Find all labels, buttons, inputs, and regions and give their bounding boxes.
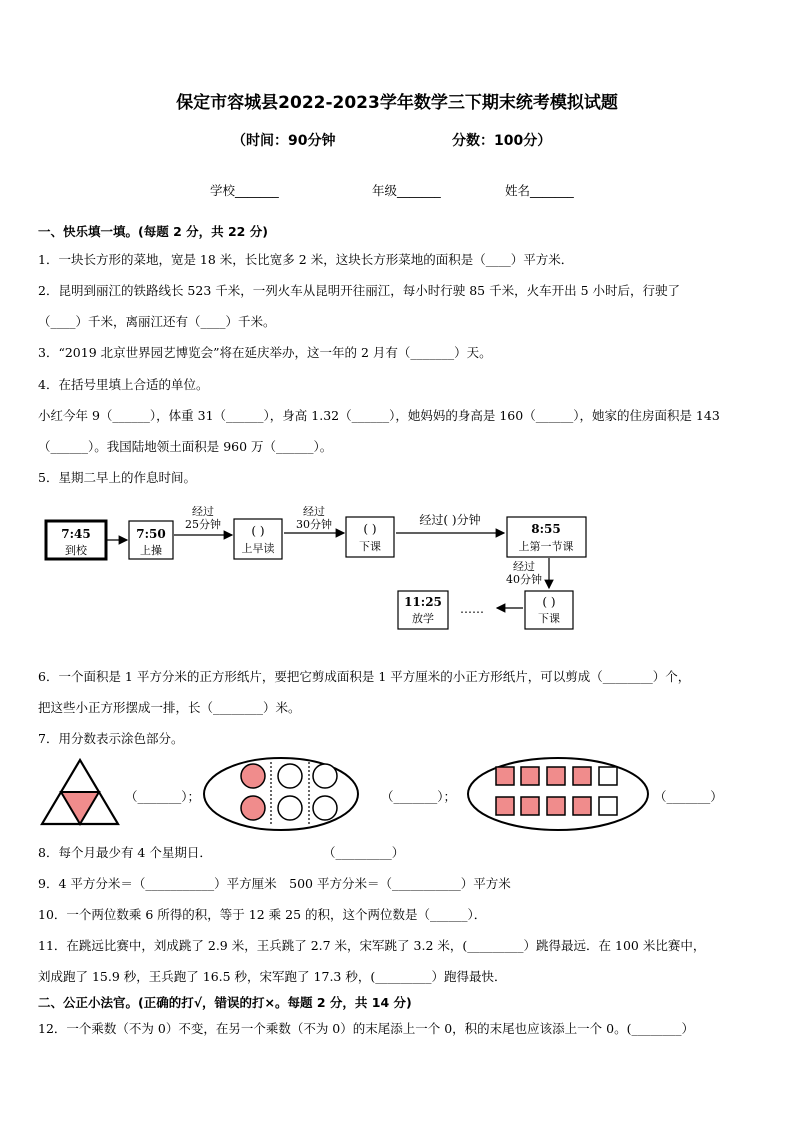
triangle-figure — [42, 760, 118, 824]
question-7: 7．用分数表示涂色部分。 — [38, 731, 184, 746]
box-reading-time: ( ) — [251, 524, 265, 538]
box-dismiss-time: 11:25 — [404, 595, 442, 609]
answer-blank-q8[interactable]: （_________） — [323, 845, 405, 860]
question-1: 1．一块长方形的菜地，宽是 18 米，长比宽多 2 米，这块长方形菜地的面积是（____）平方米． — [38, 252, 574, 267]
box-reading — [234, 519, 282, 559]
arrow-4-label-top: 经过 — [513, 560, 535, 573]
box-dismiss — [398, 591, 448, 629]
section-2-heading: 二、公正小法官。(正确的打√，错误的打×。每题 2 分，共 14 分) — [38, 995, 412, 1010]
box-arrive-label: 到校 — [65, 544, 87, 557]
exam-score: 分数：100分） — [452, 133, 552, 149]
grade-field[interactable]: 年级_______ — [372, 183, 441, 198]
exam-time: （时间：90分钟 — [232, 133, 336, 149]
arrow-3-label: 经过( )分钟 — [419, 513, 481, 527]
school-field[interactable]: 学校_______ — [210, 183, 279, 198]
question-11-line-2: 刘成跑了 15.9 秒，王兵跑了 16.5 秒，宋军跑了 17.3 秒，(_________）跑得最快． — [38, 969, 507, 984]
box-class-end-1-time: ( ) — [363, 522, 377, 536]
box-arrive — [46, 521, 106, 559]
ellipse-circles-figure — [204, 758, 358, 830]
page-title: 保定市容城县2022-2023学年数学三下期末统考模拟试题 — [176, 93, 618, 113]
question-11-line-1: 11．在跳远比赛中，刘成跳了 2.9 米，王兵跳了 2.7 米，宋军跳了 3.2 米，(_________）跳得最远．在 100 米比赛中， — [38, 938, 706, 953]
box-class-end-2-time: ( ) — [542, 595, 556, 609]
answer-blank-squares[interactable]: （_______） — [654, 789, 723, 804]
box-class-end-1 — [346, 517, 394, 557]
box-first-class-label: 上第一节课 — [518, 540, 574, 553]
box-arrive-time: 7:45 — [61, 527, 91, 541]
question-2-line-2: （____）千米，离丽江还有（____）千米。 — [38, 314, 276, 329]
box-dismiss-label: 放学 — [412, 612, 434, 625]
arrow-1-label-bottom: 25分钟 — [185, 518, 221, 531]
question-2-line-1: 2．昆明到丽江的铁路线长 523 千米，一列火车从昆明开往丽江，每小时行驶 85 千米，火车开出 5 小时后，行驶了 — [38, 283, 681, 298]
box-first-class-time: 8:55 — [531, 522, 561, 536]
answer-blank-triangle[interactable]: （_______）； — [125, 789, 201, 804]
box-first-class — [507, 517, 586, 557]
question-12: 12．一个乘数（不为 0）不变，在另一个乘数（不为 0）的末尾添上一个 0，积的末尾也应该添上一个 0。(________） — [38, 1021, 694, 1036]
arrow-2-label-bottom: 30分钟 — [296, 518, 332, 531]
answer-blank-circles[interactable]: （_______）； — [381, 789, 457, 804]
name-field[interactable]: 姓名_______ — [505, 183, 574, 198]
question-10: 10．一个两位数乘 6 所得的积，等于 12 乘 25 的积，这个两位数是（______）． — [38, 907, 487, 922]
question-5: 5．星期二早上的作息时间。 — [38, 470, 196, 485]
question-3: 3．“2019 北京世界园艺博览会”将在延庆举办，这一年的 2 月有（_______）天。 — [38, 345, 492, 360]
arrow-1-label-top: 经过 — [192, 505, 214, 518]
box-class-end-1-label: 下课 — [359, 540, 381, 553]
box-exercise — [129, 521, 173, 559]
section-1-heading: 一、快乐填一填。(每题 2 分，共 22 分) — [38, 224, 268, 239]
arrow-2-label-top: 经过 — [303, 505, 325, 518]
arrow-4-label-bottom: 40分钟 — [506, 573, 542, 586]
question-4-line-1: 4．在括号里填上合适的单位。 — [38, 377, 209, 392]
question-8: 8．每个月最少有 4 个星期日． — [38, 845, 212, 860]
question-6-line-1: 6．一个面积是 1 平方分米的正方形纸片，要把它剪成面积是 1 平方厘米的小正方形纸片，可以剪成（________）个， — [38, 669, 691, 684]
question-6-line-2: 把这些小正方形摆成一排，长（________）米。 — [38, 700, 301, 715]
question-9: 9．4 平方分米＝（___________）平方厘米 500 平方分米＝（___________）平方米 — [38, 876, 511, 891]
question-4-line-2: 小红今年 9（______），体重 31（______），身高 1.32（______），她妈妈的身高是 160（______），她家的住房面积是 143 — [38, 408, 720, 423]
schedule-diagram — [0, 495, 794, 640]
box-class-end-2-label: 下课 — [538, 612, 560, 625]
ellipse-squares-figure — [468, 758, 648, 830]
box-class-end-2 — [525, 591, 573, 629]
question-4-line-3: （______）。我国陆地领土面积是 960 万（______）。 — [38, 439, 333, 454]
ellipsis: …… — [460, 602, 484, 616]
box-exercise-time: 7:50 — [136, 527, 166, 541]
box-reading-label: 上早读 — [241, 542, 275, 555]
box-exercise-label: 上操 — [140, 544, 162, 557]
